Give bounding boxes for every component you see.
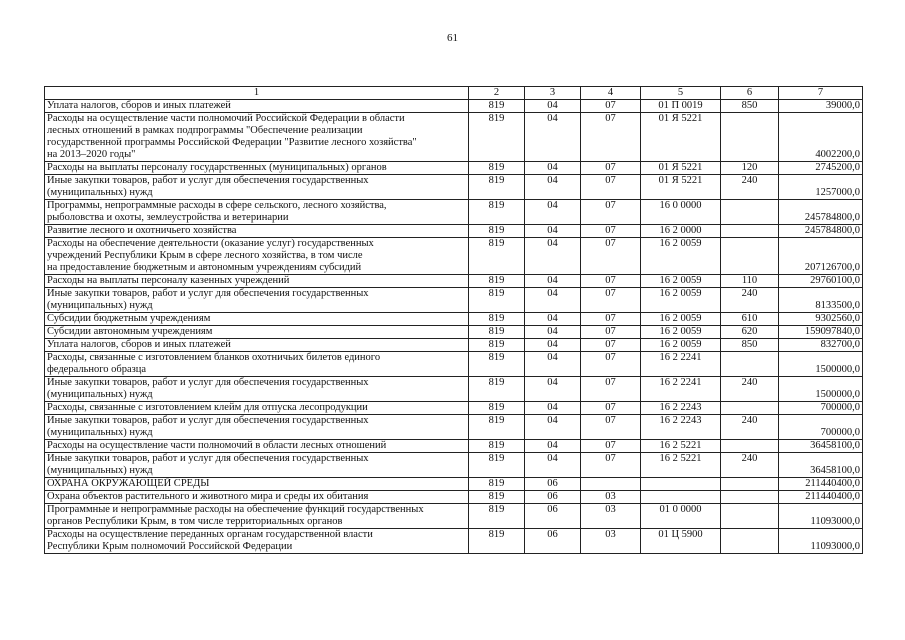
section-code: 04	[525, 339, 581, 352]
subsection-code: 07	[581, 275, 641, 288]
amount-value: 700000,0	[779, 402, 863, 415]
target-article-code: 01 Я 5221	[641, 175, 721, 200]
subsection-code: 07	[581, 288, 641, 313]
section-code: 06	[525, 478, 581, 491]
table-row	[45, 313, 863, 326]
budget-table	[44, 86, 863, 554]
row-description: Программы, непрограммные расходы в сфере сельского, лесного хозяйства, рыболовства и охоты, землеустройства и ветеринарии	[45, 200, 469, 225]
section-code: 04	[525, 238, 581, 275]
section-code: 04	[525, 453, 581, 478]
table-row	[45, 162, 863, 175]
target-article-code	[641, 478, 721, 491]
row-description: Расходы на выплаты персоналу казенных учреждений	[45, 275, 469, 288]
amount-value: 11093000,0	[779, 504, 863, 529]
amount-value: 245784800,0	[779, 200, 863, 225]
table-row	[45, 326, 863, 339]
column-header: 3	[525, 87, 581, 100]
section-code: 06	[525, 504, 581, 529]
section-code: 04	[525, 440, 581, 453]
expense-type-code: 240	[721, 453, 779, 478]
section-code: 04	[525, 225, 581, 238]
table-row	[45, 402, 863, 415]
column-header: 4	[581, 87, 641, 100]
amount-value: 36458100,0	[779, 440, 863, 453]
section-code: 06	[525, 529, 581, 554]
ministry-code: 819	[469, 200, 525, 225]
expense-type-code	[721, 113, 779, 162]
row-description: Субсидии автономным учреждениям	[45, 326, 469, 339]
expense-type-code: 240	[721, 415, 779, 440]
target-article-code: 01 П 0019	[641, 100, 721, 113]
expense-type-code: 850	[721, 339, 779, 352]
amount-value: 1257000,0	[779, 175, 863, 200]
target-article-code: 16 2 2243	[641, 415, 721, 440]
target-article-code	[641, 491, 721, 504]
amount-value: 39000,0	[779, 100, 863, 113]
amount-value: 1500000,0	[779, 377, 863, 402]
table-row	[45, 200, 863, 225]
ministry-code: 819	[469, 288, 525, 313]
row-description: Иные закупки товаров, работ и услуг для обеспечения государственных (муниципальных) нужд	[45, 453, 469, 478]
table-row	[45, 352, 863, 377]
target-article-code: 16 2 0059	[641, 313, 721, 326]
target-article-code: 16 2 0059	[641, 238, 721, 275]
row-description: Расходы на обеспечение деятельности (оказание услуг) государственных учреждений Республики Крым в сфере лесного хозяйства, в том числе на предоставление бюджетным и автономным учреждениям субсидий	[45, 238, 469, 275]
ministry-code: 819	[469, 225, 525, 238]
row-description: Расходы, связанные с изготовлением клейм для отпуска лесопродукции	[45, 402, 469, 415]
subsection-code: 07	[581, 113, 641, 162]
table-row	[45, 504, 863, 529]
amount-value: 11093000,0	[779, 529, 863, 554]
subsection-code: 03	[581, 529, 641, 554]
table-header-row	[45, 87, 863, 100]
target-article-code: 16 2 2243	[641, 402, 721, 415]
section-code: 04	[525, 113, 581, 162]
row-description: Расходы на выплаты персоналу государственных (муниципальных) органов	[45, 162, 469, 175]
column-header: 7	[779, 87, 863, 100]
section-code: 04	[525, 377, 581, 402]
subsection-code: 07	[581, 415, 641, 440]
expense-type-code	[721, 402, 779, 415]
section-code: 04	[525, 402, 581, 415]
target-article-code: 16 2 0059	[641, 326, 721, 339]
target-article-code: 01 Я 5221	[641, 162, 721, 175]
expense-type-code	[721, 491, 779, 504]
table-row	[45, 238, 863, 275]
subsection-code: 07	[581, 200, 641, 225]
table-row	[45, 377, 863, 402]
row-description: Иные закупки товаров, работ и услуг для обеспечения государственных (муниципальных) нужд	[45, 377, 469, 402]
target-article-code: 16 2 0000	[641, 225, 721, 238]
column-header: 6	[721, 87, 779, 100]
section-code: 04	[525, 100, 581, 113]
row-description: Субсидии бюджетным учреждениям	[45, 313, 469, 326]
target-article-code: 16 2 0059	[641, 275, 721, 288]
ministry-code: 819	[469, 113, 525, 162]
row-description: Иные закупки товаров, работ и услуг для обеспечения государственных (муниципальных) нужд	[45, 415, 469, 440]
subsection-code	[581, 478, 641, 491]
section-code: 06	[525, 491, 581, 504]
table-row	[45, 453, 863, 478]
target-article-code: 01 0 0000	[641, 504, 721, 529]
section-code: 04	[525, 200, 581, 225]
subsection-code: 07	[581, 326, 641, 339]
amount-value: 8133500,0	[779, 288, 863, 313]
expense-type-code: 120	[721, 162, 779, 175]
table-row	[45, 225, 863, 238]
row-description: ОХРАНА ОКРУЖАЮЩЕЙ СРЕДЫ	[45, 478, 469, 491]
ministry-code: 819	[469, 504, 525, 529]
section-code: 04	[525, 415, 581, 440]
expense-type-code	[721, 529, 779, 554]
row-description: Уплата налогов, сборов и иных платежей	[45, 100, 469, 113]
ministry-code: 819	[469, 339, 525, 352]
expense-type-code: 240	[721, 377, 779, 402]
subsection-code: 07	[581, 402, 641, 415]
column-header: 1	[45, 87, 469, 100]
expense-type-code: 610	[721, 313, 779, 326]
expense-type-code: 620	[721, 326, 779, 339]
table-row	[45, 478, 863, 491]
amount-value: 207126700,0	[779, 238, 863, 275]
subsection-code: 07	[581, 175, 641, 200]
target-article-code: 16 2 5221	[641, 453, 721, 478]
amount-value: 159097840,0	[779, 326, 863, 339]
expense-type-code	[721, 478, 779, 491]
ministry-code: 819	[469, 415, 525, 440]
ministry-code: 819	[469, 313, 525, 326]
row-description: Иные закупки товаров, работ и услуг для обеспечения государственных (муниципальных) нужд	[45, 175, 469, 200]
amount-value: 211440400,0	[779, 478, 863, 491]
ministry-code: 819	[469, 453, 525, 478]
amount-value: 700000,0	[779, 415, 863, 440]
subsection-code: 07	[581, 453, 641, 478]
amount-value: 245784800,0	[779, 225, 863, 238]
column-header: 2	[469, 87, 525, 100]
subsection-code: 07	[581, 238, 641, 275]
section-code: 04	[525, 275, 581, 288]
table-row	[45, 339, 863, 352]
target-article-code: 16 0 0000	[641, 200, 721, 225]
target-article-code: 01 Ц 5900	[641, 529, 721, 554]
subsection-code: 07	[581, 162, 641, 175]
subsection-code: 07	[581, 100, 641, 113]
subsection-code: 07	[581, 313, 641, 326]
section-code: 04	[525, 288, 581, 313]
expense-type-code: 240	[721, 175, 779, 200]
ministry-code: 819	[469, 402, 525, 415]
ministry-code: 819	[469, 529, 525, 554]
amount-value: 36458100,0	[779, 453, 863, 478]
expense-type-code: 110	[721, 275, 779, 288]
ministry-code: 819	[469, 326, 525, 339]
ministry-code: 819	[469, 352, 525, 377]
subsection-code: 07	[581, 339, 641, 352]
amount-value: 2745200,0	[779, 162, 863, 175]
amount-value: 832700,0	[779, 339, 863, 352]
table-row	[45, 491, 863, 504]
section-code: 04	[525, 352, 581, 377]
subsection-code: 03	[581, 504, 641, 529]
amount-value: 1500000,0	[779, 352, 863, 377]
target-article-code: 16 2 0059	[641, 288, 721, 313]
row-description: Программные и непрограммные расходы на обеспечение функций государственных органов Республики Крым, в том числе территориальных органов	[45, 504, 469, 529]
table-row	[45, 288, 863, 313]
table-row	[45, 529, 863, 554]
ministry-code: 819	[469, 175, 525, 200]
row-description: Иные закупки товаров, работ и услуг для обеспечения государственных (муниципальных) нужд	[45, 288, 469, 313]
row-description: Расходы на осуществление переданных органам государственной власти Республики Крым полномочий Российской Федерации	[45, 529, 469, 554]
target-article-code: 16 2 2241	[641, 377, 721, 402]
expense-type-code	[721, 504, 779, 529]
target-article-code: 16 2 0059	[641, 339, 721, 352]
ministry-code: 819	[469, 491, 525, 504]
subsection-code: 07	[581, 225, 641, 238]
ministry-code: 819	[469, 275, 525, 288]
subsection-code: 07	[581, 377, 641, 402]
expense-type-code: 850	[721, 100, 779, 113]
ministry-code: 819	[469, 478, 525, 491]
section-code: 04	[525, 175, 581, 200]
table-row	[45, 275, 863, 288]
row-description: Охрана объектов растительного и животного мира и среды их обитания	[45, 491, 469, 504]
expense-type-code	[721, 352, 779, 377]
subsection-code: 07	[581, 440, 641, 453]
table-row	[45, 175, 863, 200]
subsection-code: 07	[581, 352, 641, 377]
section-code: 04	[525, 326, 581, 339]
ministry-code: 819	[469, 440, 525, 453]
table-row	[45, 440, 863, 453]
row-description: Уплата налогов, сборов и иных платежей	[45, 339, 469, 352]
target-article-code: 16 2 2241	[641, 352, 721, 377]
subsection-code: 03	[581, 491, 641, 504]
ministry-code: 819	[469, 377, 525, 402]
page-number: 61	[447, 32, 458, 44]
expense-type-code	[721, 440, 779, 453]
row-description: Расходы на осуществление части полномочий Российской Федерации в области лесных отношений в рамках подпрограммы "Обеспечение реализации государственной программы Российской Федерации "Развитие лесного хозяйства" на 2013–2020 годы"	[45, 113, 469, 162]
expense-type-code: 240	[721, 288, 779, 313]
row-description: Развитие лесного и охотничьего хозяйства	[45, 225, 469, 238]
ministry-code: 819	[469, 238, 525, 275]
section-code: 04	[525, 162, 581, 175]
amount-value: 4002200,0	[779, 113, 863, 162]
row-description: Расходы, связанные с изготовлением бланков охотничьих билетов единого федерального образца	[45, 352, 469, 377]
amount-value: 211440400,0	[779, 491, 863, 504]
target-article-code: 16 2 5221	[641, 440, 721, 453]
column-header: 5	[641, 87, 721, 100]
expense-type-code	[721, 238, 779, 275]
row-description: Расходы на осуществление части полномочий в области лесных отношений	[45, 440, 469, 453]
table-row	[45, 113, 863, 162]
amount-value: 29760100,0	[779, 275, 863, 288]
table-row	[45, 415, 863, 440]
expense-type-code	[721, 225, 779, 238]
expense-type-code	[721, 200, 779, 225]
ministry-code: 819	[469, 162, 525, 175]
ministry-code: 819	[469, 100, 525, 113]
target-article-code: 01 Я 5221	[641, 113, 721, 162]
section-code: 04	[525, 313, 581, 326]
amount-value: 9302560,0	[779, 313, 863, 326]
table-row	[45, 100, 863, 113]
